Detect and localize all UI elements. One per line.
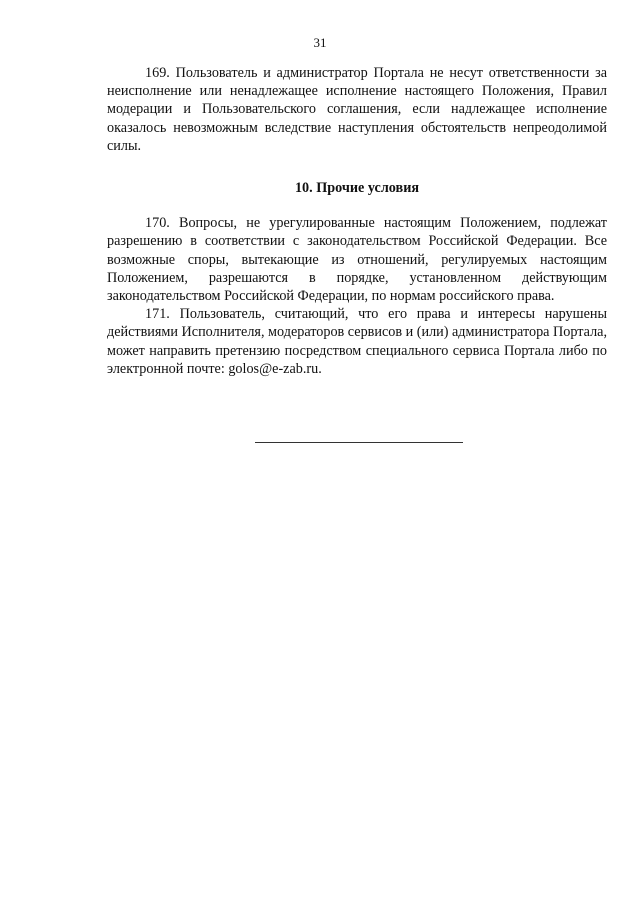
document-body <box>107 64 607 378</box>
end-of-document-rule <box>255 442 463 443</box>
paragraph-170: 170. Вопросы, не урегулированные настоящим Положением, подлежат разрешению в соответствии с законодательством Российской Федерации. Все возможные споры, вытекающие из отношений, регулируемых настоящим Положением, разрешаются в порядке, установленном действующим законодательством Российской Федерации, по нормам российского права. <box>107 215 607 305</box>
section-heading: 10. Прочие условия <box>294 180 420 197</box>
paragraph-171: 171. Пользователь, считающий, что его права и интересы нарушены действиями Исполнителя, модераторов сервисов и (или) администратора Портала, может направить претензию посредством специального сервиса Портала либо по электронной почте: golos@e-zab.ru. <box>107 306 607 377</box>
paragraph-169: 169. Пользователь и администратор Портала не несут ответственности за неисполнение или ненадлежащее исполнение настоящего Положения, Правил модерации и Пользовательского соглашения, если надлежащее исполнение оказалось невозможным вследствие наступления обстоятельств непреодолимой силы. <box>107 65 607 154</box>
page-number: 31 <box>313 35 327 50</box>
